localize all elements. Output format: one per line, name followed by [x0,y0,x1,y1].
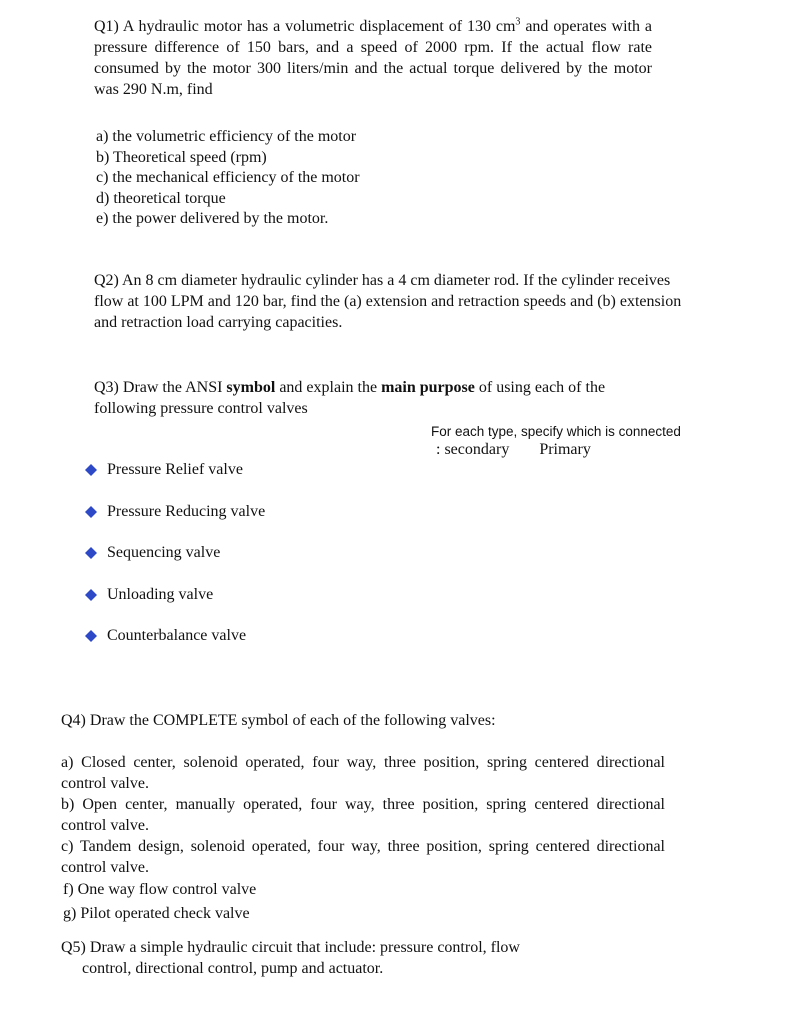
question-5-text [61,937,621,979]
q3-bold-purpose: main purpose [381,379,475,396]
list-item [84,584,265,626]
question-4-items [61,752,665,924]
q3-post: of using each of the following pressure control valves [94,379,606,417]
list-item [84,501,265,543]
valve-label: Counterbalance valve [107,627,247,644]
valve-list [84,459,265,667]
valve-label: Pressure Relief valve [107,461,243,478]
valve-label: Unloading valve [107,585,214,603]
q5-line-2: control, directional control, pump and actuator. [82,960,384,977]
q4-item-g: g) Pilot operated check valve [63,905,250,922]
q3-pre: Q3) Draw the ANSI [94,379,227,396]
q4-item-b: b) Open center, manually operated, four way, three position, spring centered directional control valve. [61,796,665,834]
note-colon: : [436,441,441,458]
q1-item-d: d) theoretical torque [96,189,226,207]
q3-bold-symbol: symbol [226,379,276,396]
valve-label: Pressure Reducing valve [107,502,266,520]
question-3-text [94,377,614,419]
question-4-heading: Q4) Draw the COMPLETE symbol of each of the following valves: [61,712,496,729]
q1-item-a: a) the volumetric efficiency of the motor [96,128,357,145]
handwritten-note: For each type, specify which is connected [431,424,681,439]
diamond-bullet-icon [85,547,97,559]
q4-item-f: f) One way flow control valve [63,881,257,898]
q4-item-a: a) Closed center, solenoid operated, four way, three position, spring centered directional control valve. [61,754,665,792]
list-item [84,542,265,584]
q3-mid: and explain the [275,379,382,396]
question-1-subitems [96,126,496,229]
valve-label: Sequencing valve [107,544,221,561]
list-item [84,625,265,667]
diamond-bullet-icon [85,506,97,518]
question-1-text [94,16,652,100]
q5-line-1: Q5) Draw a simple hydraulic circuit that include: pressure control, flow [61,939,520,956]
q1-item-e: e) the power delivered by the motor. [96,210,329,227]
q1-intro-post: and operates with a pressure difference of 150 bars, and a speed of 2000 rpm. If the actual flow rate consumed by the motor 300 liters/min and the actual torque delivered by the motor was 290 N.m, find [94,18,653,98]
diamond-bullet-icon [85,630,97,642]
q1-intro-pre: Q1) A hydraulic motor has a volumetric displacement of 130 cm [94,18,516,35]
note-secondary: secondary [444,441,510,458]
q1-superscript: 3 [515,16,521,28]
q1-item-b: b) Theoretical speed (rpm) [96,148,267,166]
diamond-bullet-icon [85,464,97,476]
note-primary: Primary [539,441,591,458]
question-2-text: Q2) An 8 cm diameter hydraulic cylinder has a 4 cm diameter rod. If the cylinder receives flow at 100 LPM and 120 bar, find the (a) extension and retraction speeds and (b) extension and retraction load carrying capacities. [94,272,682,331]
q4-item-c: c) Tandem design, solenoid operated, four way, three position, spring centered directional control valve. [61,838,665,876]
list-item [84,459,265,501]
note-connection-labels [436,439,591,460]
q1-item-c: c) the mechanical efficiency of the motor [96,169,360,186]
diamond-bullet-icon [85,589,97,601]
